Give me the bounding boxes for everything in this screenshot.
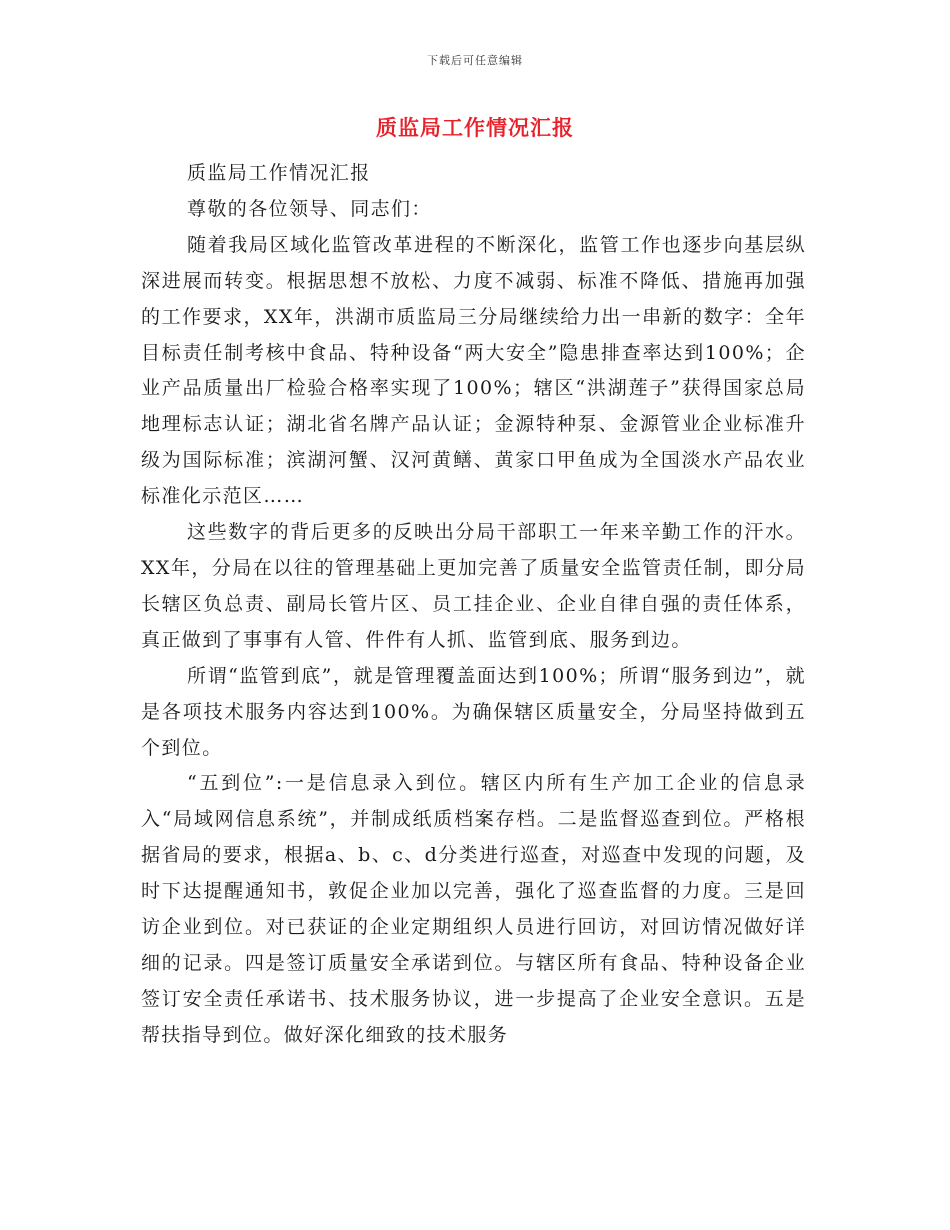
paragraph-subtitle: 质监局工作情况汇报: [187, 162, 371, 184]
page-header-note: 下载后可任意编辑: [427, 54, 523, 67]
paragraph-intro: 随着我局区域化监管改革进程的不断深化，监管工作也逐步向基层纵深进展而转变。根据思想不放松、力度不减弱、标准不降低、措施再加强的工作要求，XX年，洪湖市质监局三分局继续给力出一串新的数字：全年目标责任制考核中食品、特种设备“两大安全”隐患排查率达到100%；企业产品质量出厂检验合格率实现了100%；辖区“洪湖莲子”获得国家总局地理标志认证；湖北省名牌产品认证；金源特种泵、金源管业企业标准升级为国际标准；滨湖河蟹、汉河黄鳝、黄家口甲鱼成为全国淡水产品农业标准化示范区……: [141, 233, 806, 508]
paragraph-responsibility: 这些数字的背后更多的反映出分局干部职工一年来辛勤工作的汗水。XX年，分局在以往的管理基础上更加完善了质量安全监管责任制，即分局长辖区负总责、副局长管片区、员工挂企业、企业自律自强的责任体系，真正做到了事事有人管、件件有人抓、监管到底、服务到边。: [141, 521, 806, 651]
paragraph-definitions: 所谓“监管到底”，就是管理覆盖面达到100%；所谓“服务到边”，就是各项技术服务内容达到100%。为确保辖区质量安全，分局坚持做到五个到位。: [141, 664, 806, 759]
document-title: 质监局工作情况汇报: [376, 116, 574, 140]
paragraph-salutation: 尊敬的各位领导、同志们：: [187, 197, 432, 220]
paragraph-five-measures: “五到位”:一是信息录入到位。辖区内所有生产加工企业的信息录入“局域网信息系统”，并制成纸质档案存档。二是监督巡查到位。严格根据省局的要求，根据a、b、c、d分类进行巡查，对巡查中发现的问题，及时下达提醒通知书，敦促企业加以完善，强化了巡查监督的力度。三是回访企业到位。对已获证的企业定期组织人员进行回访，对回访情况做好详细的记录。四是签订质量安全承诺到位。与辖区所有食品、特种设备企业签订安全责任承诺书、技术服务协议，进一步提高了企业安全意识。五是帮扶指导到位。做好深化细致的技术服务: [141, 772, 806, 1046]
document-body: [141, 156, 806, 1054]
